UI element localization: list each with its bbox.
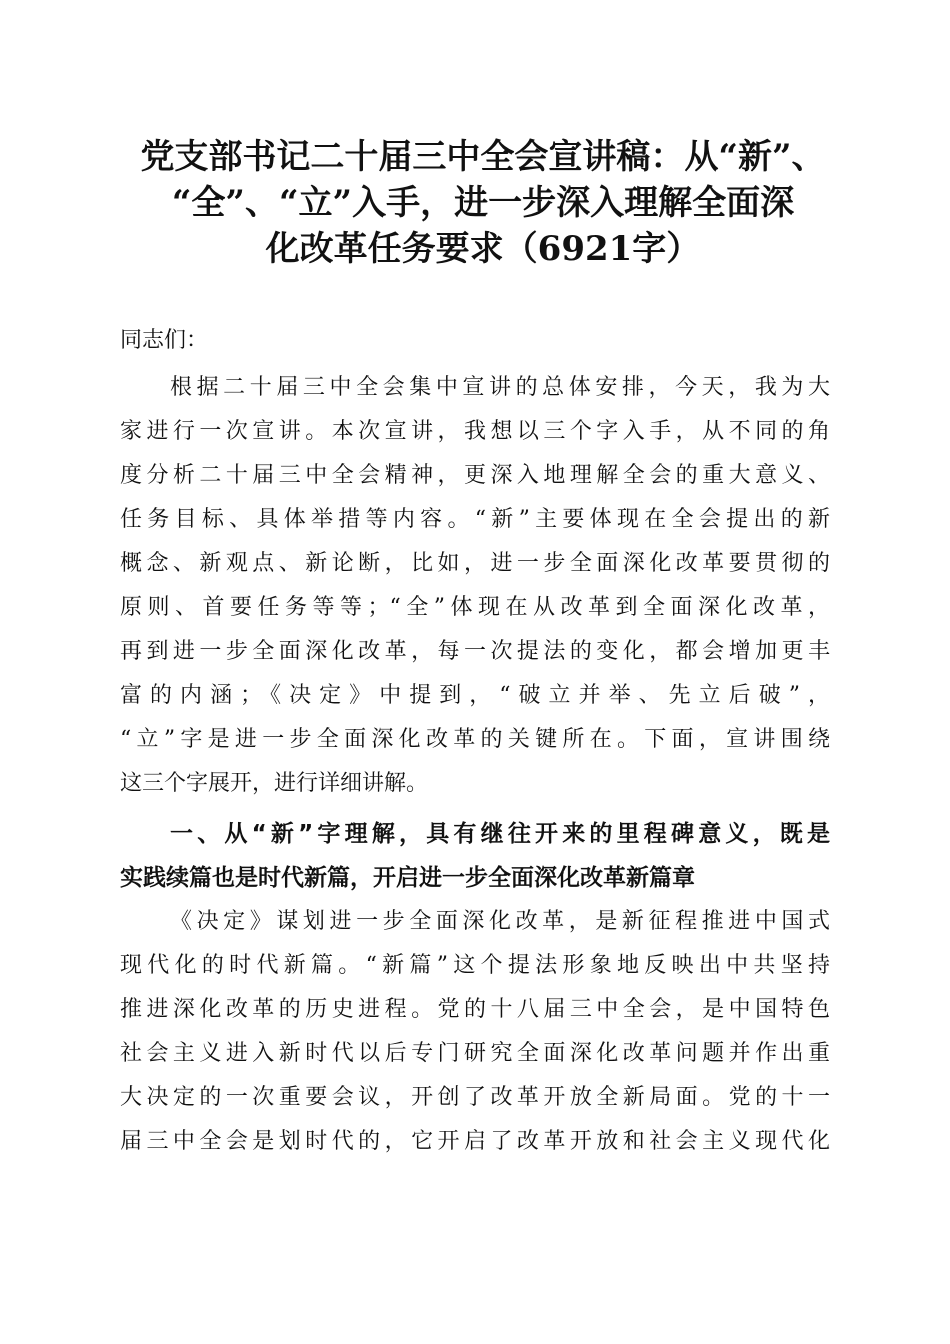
paragraph-line: 社会主义进入新时代以后专门研究全面深化改革问题并作出重 <box>120 1041 830 1066</box>
title-line: “全”、“立”入手，进一步深入理解全面深 <box>171 183 795 223</box>
paragraph-line: 推进深化改革的历史进程。党的十八届三中全会，是中国特色 <box>120 997 830 1022</box>
paragraph-line: 再到进一步全面深化改革，每一次提法的变化，都会增加更丰 <box>120 639 830 664</box>
salutation: 同志们： <box>120 328 209 353</box>
paragraph-line: 家进行一次宣讲。本次宣讲，我想以三个字入手，从不同的角 <box>120 419 830 444</box>
paragraph-intro <box>120 366 830 806</box>
paragraph-line: 度分析二十届三中全会精神，更深入地理解全会的重大意义、 <box>120 463 830 488</box>
paragraph-line: 概念、新观点、新论断，比如，进一步全面深化改革要贯彻的 <box>120 551 830 576</box>
heading-line: 实践续篇也是时代新篇，开启进一步全面深化改革新篇章 <box>120 865 695 891</box>
heading-line: 一、从“新”字理解，具有继往开来的里程碑意义，既是 <box>170 821 830 847</box>
paragraph-line: 这三个字展开，进行详细讲解。 <box>120 771 429 796</box>
title-line: 党支部书记二十届三中全会宣讲稿：从“新”、 <box>140 137 826 177</box>
title-line: 化改革任务要求（6921字） <box>265 229 701 269</box>
document-title <box>118 134 848 272</box>
paragraph-line: 原则、首要任务等等；“全”体现在从改革到全面深化改革， <box>120 595 830 620</box>
paragraph-section-1 <box>120 900 830 1164</box>
paragraph-line: 《决定》谋划进一步全面深化改革，是新征程推进中国式 <box>170 909 830 934</box>
paragraph-line: 现代化的时代新篇。“新篇”这个提法形象地反映出中共坚持 <box>120 953 830 978</box>
paragraph-line: 根据二十届三中全会集中宣讲的总体安排，今天，我为大 <box>170 375 830 400</box>
paragraph-line: 届三中全会是划时代的，它开启了改革开放和社会主义现代化 <box>120 1129 830 1154</box>
section-heading-1 <box>120 812 830 900</box>
paragraph-line: 大决定的一次重要会议，开创了改革开放全新局面。党的十一 <box>120 1085 830 1110</box>
paragraph-line: 富的内涵；《决定》中提到，“破立并举、先立后破”， <box>120 683 830 708</box>
paragraph-line: “立”字是进一步全面深化改革的关键所在。下面，宣讲围绕 <box>120 727 830 752</box>
paragraph-line: 任务目标、具体举措等内容。“新”主要体现在全会提出的新 <box>120 507 830 532</box>
